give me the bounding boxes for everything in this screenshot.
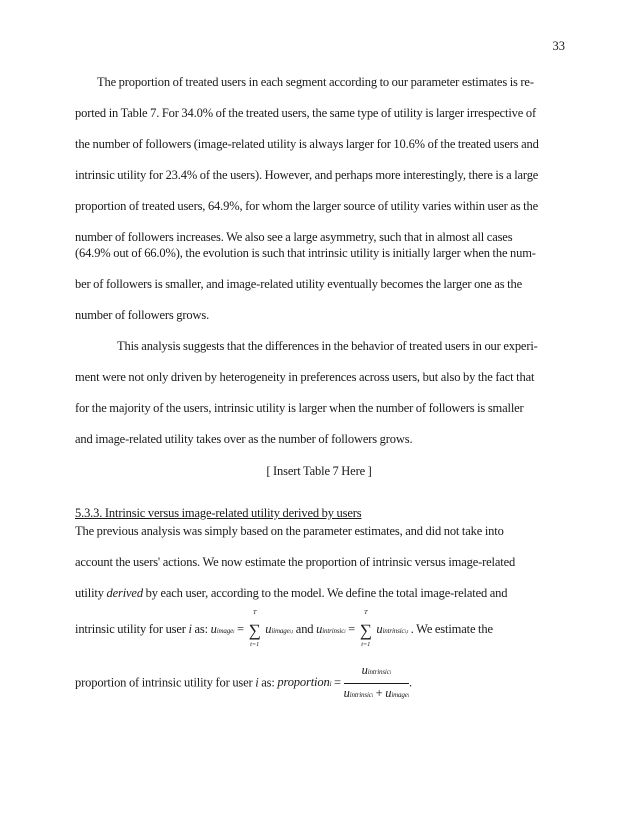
para1-line-2: ported in Table 7. For 34.0% of the treated users, the same type of utility is larger irrespective of (75, 106, 536, 120)
equation-u-intrinsic: uintrinsici (316, 622, 346, 636)
para1-line-9: number of followers grows. (75, 308, 210, 322)
para3-line-2: account the users' actions. We now estimate the proportion of intrinsic versus image-related (75, 555, 516, 569)
summation-intrinsic: T ∑ t=1 (359, 608, 372, 649)
para1-line-4: intrinsic utility for 23.4% of the users). However, and perhaps more interestingly, there is a large (75, 168, 539, 182)
emphasis-derived: derived (106, 586, 143, 600)
para1-line-8: ber of followers is smaller, and image-related utility eventually becomes the larger one as the (75, 277, 522, 291)
para1-line-3: the number of followers (image-related utility is always larger for 10.6% of the treated users and (75, 137, 539, 151)
fraction-denominator: uintrinsici + uimagei (343, 686, 409, 700)
para2-line-3: for the majority of the users, intrinsic utility is larger when the number of followers is smaller (75, 401, 524, 415)
summation-image: T ∑ t=1 (248, 608, 261, 649)
proportion-fraction (344, 662, 409, 705)
para3-line-1: The previous analysis was simply based on the parameter estimates, and did not take into (75, 524, 504, 538)
section-heading: 5.3.3. Intrinsic versus image-related utility derived by users (75, 506, 362, 520)
para1-line-5: proportion of treated users, 64.9%, for whom the larger source of utility varies within user as the (75, 199, 538, 213)
para1-line-7: (64.9% out of 66.0%), the evolution is such that intrinsic utility is initially larger when the num- (75, 246, 536, 260)
table-placeholder: [ Insert Table 7 Here ] (266, 464, 372, 478)
para1-line-1: The proportion of treated users in each segment according to our parameter estimates is re- (97, 75, 534, 89)
equation-line-2: proportion of intrinsic utility for user i as: proportioni = $\frac{\text{uintrinsici}}{\text{uintrinsici + uimagei}}$ . (75, 662, 412, 702)
equation-line-1: intrinsic utility for user i as: uimagei = T ∑ t=1 uiimagei,t and uintrinsici = T ∑ t=1 uintrinsici,t . We estimate the (75, 608, 493, 649)
fraction-numerator: uintrinsici (344, 662, 409, 684)
para2-line-4: and image-related utility takes over as the number of followers grows. (75, 432, 413, 446)
equation-u-image: uimagei (210, 622, 235, 636)
para2-line-1: This analysis suggests that the differences in the behavior of treated users in our experi- (117, 339, 538, 353)
page-number: 33 (552, 39, 565, 53)
equation-proportion: proportioni (277, 675, 332, 690)
para3-line-3: utility derived by each user, according to the model. We define the total image-related and (75, 586, 508, 600)
para1-line-6: number of followers increases. We also see a large asymmetry, such that in almost all cases (75, 230, 513, 244)
para2-line-2: ment were not only driven by heterogeneity in preferences across users, but also by the fact that (75, 370, 535, 384)
